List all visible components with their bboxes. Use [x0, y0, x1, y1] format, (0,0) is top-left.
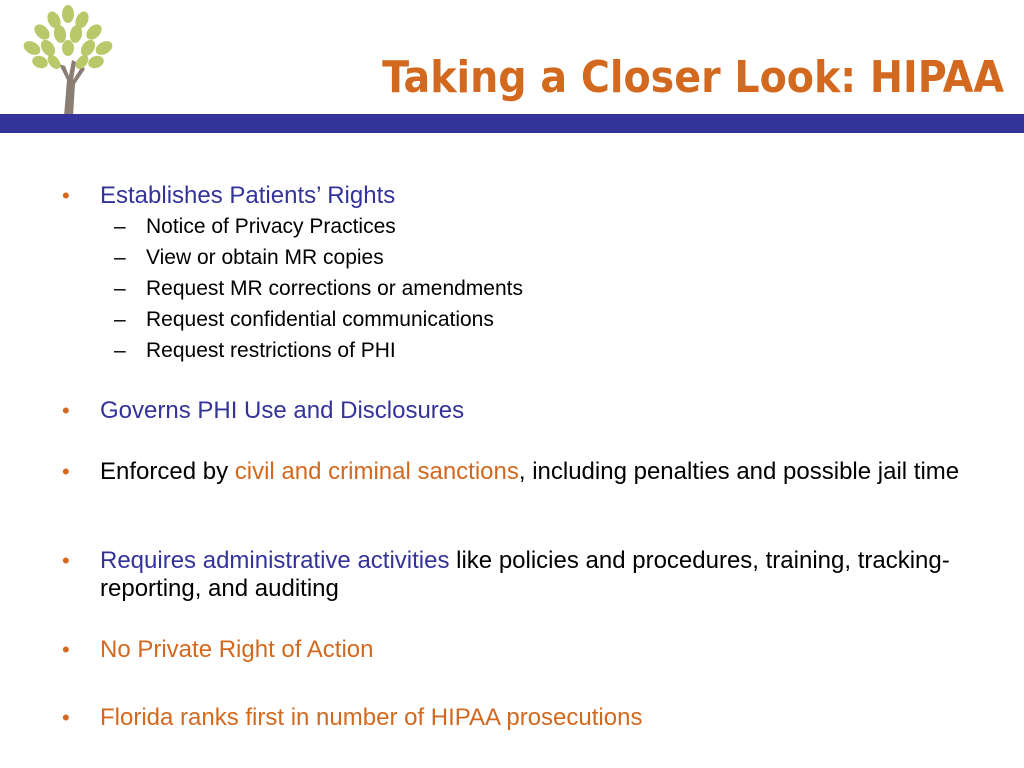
bullet-admin-activities	[100, 547, 980, 603]
sub-bullet-notice: – Notice of Privacy Practices	[146, 214, 966, 240]
slide-title: Taking a Closer Look: HIPAA	[382, 52, 1004, 103]
enforcement-post-text: , including penalties and possible jail time	[518, 458, 960, 485]
enforcement-pre-text: Enforced by	[100, 458, 235, 485]
bullet-enforcement	[100, 458, 980, 486]
bullet-no-private-right: • No Private Right of Action	[100, 636, 980, 664]
sub-bullet-copies: – View or obtain MR copies	[146, 245, 966, 271]
sanctions-highlight: civil and criminal sanctions	[234, 458, 519, 485]
sub-bullet-restrictions: – Request restrictions of PHI	[146, 338, 966, 364]
sub-bullet-confidential: – Request confidential communications	[146, 307, 966, 333]
bullet-phi-use: • Governs PHI Use and Disclosures	[100, 397, 980, 425]
bullet-patients-rights: • Establishes Patients’ Rights	[100, 182, 980, 210]
admin-highlight: Requires administrative activities	[100, 547, 450, 574]
sub-bullet-corrections: – Request MR corrections or amendments	[146, 276, 966, 302]
bullet-florida-prosecutions: • Florida ranks first in number of HIPAA prosecutions	[100, 704, 980, 732]
admin-post-text: like policies and procedures, training, tracking-reporting, and auditing	[100, 547, 950, 602]
